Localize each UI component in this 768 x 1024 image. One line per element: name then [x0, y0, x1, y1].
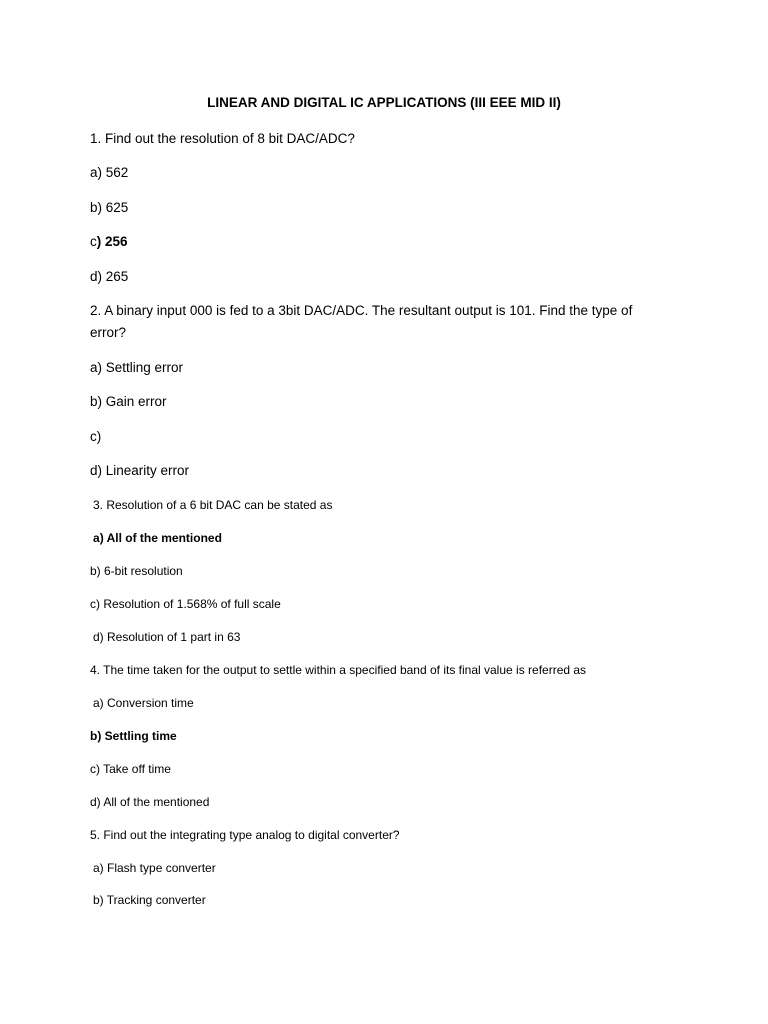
q1-option-c-prefix: c	[90, 234, 97, 249]
question-3: 3. Resolution of a 6 bit DAC can be stated as	[93, 498, 333, 512]
q3-option-d: d) Resolution of 1 part in 63	[93, 630, 241, 644]
q2-option-a: a) Settling error	[90, 360, 184, 375]
q4-option-d: d) All of the mentioned	[90, 795, 210, 809]
q1-option-b: b) 625	[90, 200, 129, 215]
q2-option-c: c)	[90, 429, 102, 444]
q1-option-c	[90, 234, 128, 250]
q3-option-a	[93, 530, 222, 546]
q2-option-b: b) Gain error	[90, 394, 167, 409]
q4-option-c: c) Take off time	[90, 762, 171, 776]
q5-option-b: b) Tracking converter	[93, 893, 206, 907]
q1-option-c-answer: ) 256	[96, 234, 128, 249]
q2-option-d: d) Linearity error	[90, 463, 190, 478]
question-2-line-2: error?	[90, 325, 127, 340]
q5-option-a: a) Flash type converter	[93, 861, 216, 875]
question-1: 1. Find out the resolution of 8 bit DAC/ADC?	[90, 131, 355, 146]
q3-option-c: c) Resolution of 1.568% of full scale	[90, 597, 281, 611]
question-2-line-1: 2. A binary input 000 is fed to a 3bit DAC/ADC. The resultant output is 101. Find the type of	[90, 303, 633, 318]
q4-option-b: b) Settling time	[90, 729, 177, 743]
question-5: 5. Find out the integrating type analog to digital converter?	[90, 828, 400, 842]
document-title: LINEAR AND DIGITAL IC APPLICATIONS (III EEE MID II)	[207, 95, 561, 110]
q3-option-a-answer: ) All of the mentioned	[99, 531, 222, 545]
q3-option-b: b) 6-bit resolution	[90, 564, 183, 578]
q1-option-a: a) 562	[90, 165, 129, 180]
question-4: 4. The time taken for the output to settle within a specified band of its final value is referred as	[90, 663, 587, 677]
q4-option-a: a) Conversion time	[93, 696, 194, 710]
q1-option-d: d) 265	[90, 269, 129, 284]
q3-option-a-prefix: a	[93, 531, 100, 545]
